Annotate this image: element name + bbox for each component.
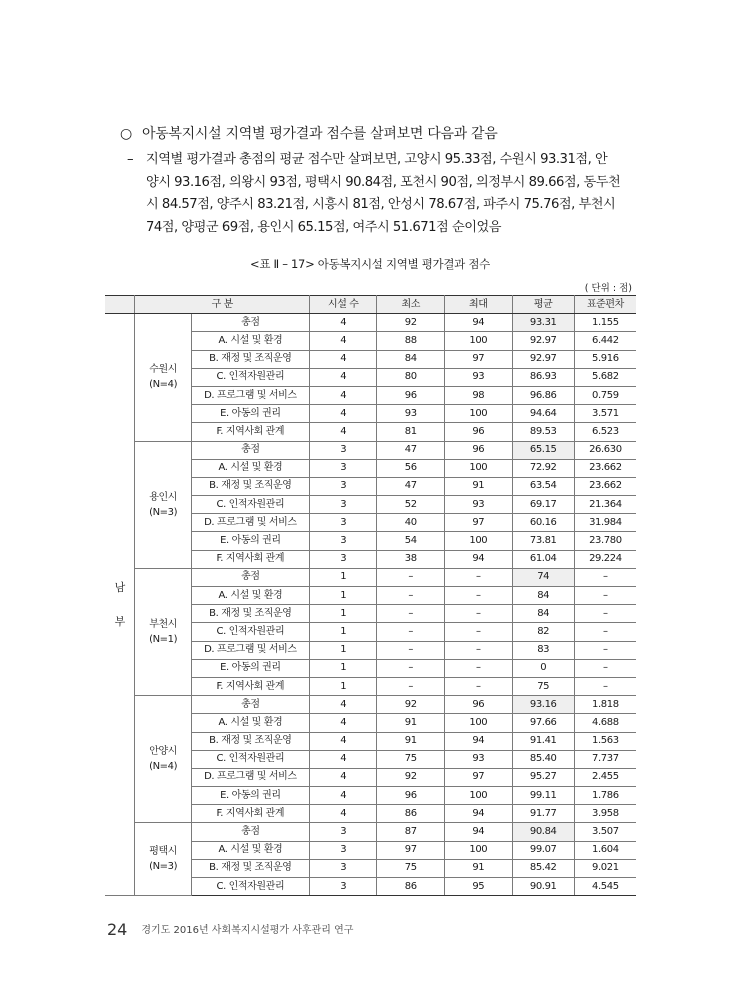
category-cell: D. 프로그램 및 서비스 xyxy=(191,641,309,659)
summary-line: 시 84.57점, 양주시 83.21점, 시흥시 81점, 안성시 78.67점, 파주시 75.76점, 부천시 xyxy=(146,197,616,212)
avg-cell: 92.97 xyxy=(512,332,574,350)
sd-cell: 1.563 xyxy=(574,732,636,750)
category-cell: B. 재정 및 조직운영 xyxy=(191,605,309,623)
facility-name: 용인시 xyxy=(149,491,177,503)
avg-cell: 65.15 xyxy=(512,441,574,459)
category-cell: 총점 xyxy=(191,696,309,714)
avg-cell: 84 xyxy=(512,587,574,605)
page-footer xyxy=(107,920,353,939)
max-cell: 96 xyxy=(444,423,512,441)
summary-line: 74점, 양평군 69점, 용인시 65.15점, 여주시 51.671점 순이었음 xyxy=(146,219,501,235)
min-cell: – xyxy=(377,659,445,677)
avg-cell: 95.27 xyxy=(512,768,574,786)
count-cell: 3 xyxy=(310,859,377,877)
count-cell: 4 xyxy=(310,332,377,350)
avg-cell: 90.84 xyxy=(512,823,574,841)
facility-cell xyxy=(135,823,191,896)
count-cell: 3 xyxy=(310,550,377,568)
min-cell: 86 xyxy=(377,878,445,896)
count-cell: 3 xyxy=(310,532,377,550)
category-cell: B. 재정 및 조직운영 xyxy=(191,859,309,877)
max-cell: 100 xyxy=(444,532,512,550)
avg-cell: 91.77 xyxy=(512,805,574,823)
category-cell: D. 프로그램 및 서비스 xyxy=(191,386,309,404)
sd-cell: 1.155 xyxy=(574,314,636,332)
min-cell: – xyxy=(377,677,445,695)
category-cell: C. 인적자원관리 xyxy=(191,878,309,896)
category-cell: D. 프로그램 및 서비스 xyxy=(191,514,309,532)
count-cell: 3 xyxy=(310,477,377,495)
sd-cell: 23.662 xyxy=(574,477,636,495)
facility-cell xyxy=(135,696,191,823)
category-cell: B. 재정 및 조직운영 xyxy=(191,477,309,495)
avg-cell: 85.42 xyxy=(512,859,574,877)
bullet-text: 아동복지시설 지역별 평가결과 점수를 살펴보면 다음과 같음 xyxy=(142,126,498,142)
header-category: 구 분 xyxy=(135,296,310,314)
dash-icon: – xyxy=(127,152,134,167)
category-cell: E. 아동의 권리 xyxy=(191,787,309,805)
count-cell: 3 xyxy=(310,459,377,477)
count-cell: 1 xyxy=(310,623,377,641)
table-unit: ( 단위 : 점) xyxy=(584,283,632,294)
count-cell: 1 xyxy=(310,641,377,659)
sd-cell: – xyxy=(574,587,636,605)
max-cell: 100 xyxy=(444,787,512,805)
header-avg: 평균 xyxy=(512,296,574,314)
sd-cell: 5.682 xyxy=(574,368,636,386)
min-cell: 56 xyxy=(377,459,445,477)
max-cell: – xyxy=(444,659,512,677)
sd-cell: 3.571 xyxy=(574,405,636,423)
min-cell: 91 xyxy=(377,732,445,750)
category-cell: 총점 xyxy=(191,568,309,586)
category-cell: B. 재정 및 조직운영 xyxy=(191,732,309,750)
max-cell: 98 xyxy=(444,386,512,404)
table-row xyxy=(105,823,636,841)
count-cell: 1 xyxy=(310,568,377,586)
category-cell: C. 인적자원관리 xyxy=(191,750,309,768)
max-cell: 95 xyxy=(444,878,512,896)
count-cell: 4 xyxy=(310,750,377,768)
avg-cell: 91.41 xyxy=(512,732,574,750)
category-cell: A. 시설 및 환경 xyxy=(191,841,309,859)
header-max: 최대 xyxy=(444,296,512,314)
sd-cell: 2.455 xyxy=(574,768,636,786)
min-cell: – xyxy=(377,568,445,586)
facility-count: (N=4) xyxy=(149,761,178,773)
count-cell: 4 xyxy=(310,386,377,404)
avg-cell: 92.97 xyxy=(512,350,574,368)
section-bullet xyxy=(120,123,498,143)
avg-cell: 69.17 xyxy=(512,496,574,514)
max-cell: – xyxy=(444,587,512,605)
category-cell: F. 지역사회 관계 xyxy=(191,805,309,823)
count-cell: 4 xyxy=(310,423,377,441)
count-cell: 3 xyxy=(310,823,377,841)
max-cell: 93 xyxy=(444,496,512,514)
category-cell: E. 아동의 권리 xyxy=(191,532,309,550)
sd-cell: 0.759 xyxy=(574,386,636,404)
sd-cell: 26.630 xyxy=(574,441,636,459)
count-cell: 3 xyxy=(310,441,377,459)
header-count: 시설 수 xyxy=(310,296,377,314)
sd-cell: 21.364 xyxy=(574,496,636,514)
max-cell: – xyxy=(444,623,512,641)
sd-cell: – xyxy=(574,641,636,659)
max-cell: 93 xyxy=(444,368,512,386)
category-cell: B. 재정 및 조직운영 xyxy=(191,350,309,368)
max-cell: – xyxy=(444,641,512,659)
max-cell: 100 xyxy=(444,332,512,350)
max-cell: 97 xyxy=(444,514,512,532)
table-row xyxy=(105,441,636,459)
category-cell: 총점 xyxy=(191,441,309,459)
sd-cell: 3.958 xyxy=(574,805,636,823)
facility-count: (N=4) xyxy=(149,379,178,391)
max-cell: 93 xyxy=(444,750,512,768)
avg-cell: 86.93 xyxy=(512,368,574,386)
page-number: 24 xyxy=(107,920,128,939)
facility-name: 안양시 xyxy=(149,746,177,758)
summary-paragraph xyxy=(127,149,637,239)
count-cell: 3 xyxy=(310,496,377,514)
count-cell: 3 xyxy=(310,841,377,859)
min-cell: 96 xyxy=(377,386,445,404)
count-cell: 1 xyxy=(310,587,377,605)
region-char: 남 xyxy=(114,580,125,594)
min-cell: 92 xyxy=(377,314,445,332)
category-cell: E. 아동의 권리 xyxy=(191,405,309,423)
avg-cell: 89.53 xyxy=(512,423,574,441)
category-cell: A. 시설 및 환경 xyxy=(191,332,309,350)
avg-cell: 96.86 xyxy=(512,386,574,404)
min-cell: 54 xyxy=(377,532,445,550)
avg-cell: 72.92 xyxy=(512,459,574,477)
avg-cell: 93.31 xyxy=(512,314,574,332)
sd-cell: 1.786 xyxy=(574,787,636,805)
sd-cell: 6.442 xyxy=(574,332,636,350)
max-cell: 100 xyxy=(444,841,512,859)
sd-cell: 7.737 xyxy=(574,750,636,768)
avg-cell: 74 xyxy=(512,568,574,586)
avg-cell: 83 xyxy=(512,641,574,659)
max-cell: 94 xyxy=(444,732,512,750)
facility-name: 부천시 xyxy=(149,618,177,630)
min-cell: – xyxy=(377,623,445,641)
count-cell: 4 xyxy=(310,696,377,714)
sd-cell: 3.507 xyxy=(574,823,636,841)
avg-cell: 60.16 xyxy=(512,514,574,532)
count-cell: 4 xyxy=(310,350,377,368)
min-cell: 87 xyxy=(377,823,445,841)
min-cell: 86 xyxy=(377,805,445,823)
facility-name: 평택시 xyxy=(149,846,177,858)
max-cell: 100 xyxy=(444,714,512,732)
sd-cell: 4.545 xyxy=(574,878,636,896)
min-cell: 47 xyxy=(377,441,445,459)
category-cell: F. 지역사회 관계 xyxy=(191,423,309,441)
sd-cell: 4.688 xyxy=(574,714,636,732)
max-cell: 94 xyxy=(444,550,512,568)
facility-count: (N=1) xyxy=(149,633,178,645)
category-cell: C. 인적자원관리 xyxy=(191,368,309,386)
max-cell: 97 xyxy=(444,768,512,786)
min-cell: 96 xyxy=(377,787,445,805)
sd-cell: – xyxy=(574,568,636,586)
max-cell: 96 xyxy=(444,696,512,714)
category-cell: 총점 xyxy=(191,823,309,841)
sd-cell: 5.916 xyxy=(574,350,636,368)
min-cell: 75 xyxy=(377,750,445,768)
header-region xyxy=(105,296,135,314)
max-cell: 97 xyxy=(444,350,512,368)
count-cell: 3 xyxy=(310,514,377,532)
avg-cell: 82 xyxy=(512,623,574,641)
category-cell: C. 인적자원관리 xyxy=(191,623,309,641)
max-cell: – xyxy=(444,605,512,623)
count-cell: 4 xyxy=(310,805,377,823)
max-cell: – xyxy=(444,568,512,586)
max-cell: 100 xyxy=(444,459,512,477)
count-cell: 4 xyxy=(310,768,377,786)
avg-cell: 99.11 xyxy=(512,787,574,805)
avg-cell: 94.64 xyxy=(512,405,574,423)
max-cell: 91 xyxy=(444,477,512,495)
max-cell: 96 xyxy=(444,441,512,459)
header-sd: 표준편차 xyxy=(574,296,636,314)
sd-cell: – xyxy=(574,623,636,641)
sd-cell: 1.604 xyxy=(574,841,636,859)
count-cell: 4 xyxy=(310,732,377,750)
count-cell: 4 xyxy=(310,714,377,732)
min-cell: 92 xyxy=(377,768,445,786)
avg-cell: 84 xyxy=(512,605,574,623)
min-cell: – xyxy=(377,587,445,605)
header-min: 최소 xyxy=(377,296,445,314)
category-cell: D. 프로그램 및 서비스 xyxy=(191,768,309,786)
avg-cell: 63.54 xyxy=(512,477,574,495)
max-cell: 100 xyxy=(444,405,512,423)
sd-cell: 1.818 xyxy=(574,696,636,714)
table-row xyxy=(105,696,636,714)
sd-cell: 31.984 xyxy=(574,514,636,532)
min-cell: 38 xyxy=(377,550,445,568)
count-cell: 4 xyxy=(310,787,377,805)
sd-cell: 23.662 xyxy=(574,459,636,477)
max-cell: 94 xyxy=(444,823,512,841)
min-cell: 88 xyxy=(377,332,445,350)
sd-cell: 29.224 xyxy=(574,550,636,568)
max-cell: 94 xyxy=(444,805,512,823)
facility-count: (N=3) xyxy=(149,506,178,518)
min-cell: 91 xyxy=(377,714,445,732)
avg-cell: 97.66 xyxy=(512,714,574,732)
region-cell xyxy=(105,314,135,896)
facility-count: (N=3) xyxy=(149,861,178,873)
count-cell: 1 xyxy=(310,677,377,695)
category-cell: A. 시설 및 환경 xyxy=(191,459,309,477)
summary-line: 양시 93.16점, 의왕시 93점, 평택시 90.84점, 포천시 90점, 의정부시 89.66점, 동두천 xyxy=(146,174,621,190)
min-cell: 92 xyxy=(377,696,445,714)
category-cell: A. 시설 및 환경 xyxy=(191,587,309,605)
count-cell: 4 xyxy=(310,368,377,386)
region-char: 부 xyxy=(114,614,125,628)
summary-line: – 지역별 평가결과 총점의 평균 점수만 살펴보면, 고양시 95.33점, 수원시 93.31점, 안 xyxy=(127,149,637,172)
count-cell: 4 xyxy=(310,314,377,332)
min-cell: 97 xyxy=(377,841,445,859)
sd-cell: – xyxy=(574,659,636,677)
min-cell: 93 xyxy=(377,405,445,423)
min-cell: 52 xyxy=(377,496,445,514)
sd-cell: – xyxy=(574,677,636,695)
category-cell: C. 인적자원관리 xyxy=(191,496,309,514)
category-cell: F. 지역사회 관계 xyxy=(191,677,309,695)
table-row xyxy=(105,568,636,586)
table-caption: <표 Ⅱ – 17> 아동복지시설 지역별 평가결과 점수 xyxy=(250,257,490,271)
facility-cell xyxy=(135,441,191,568)
category-cell: A. 시설 및 환경 xyxy=(191,714,309,732)
min-cell: – xyxy=(377,605,445,623)
avg-cell: 0 xyxy=(512,659,574,677)
avg-cell: 61.04 xyxy=(512,550,574,568)
avg-cell: 90.91 xyxy=(512,878,574,896)
min-cell: 80 xyxy=(377,368,445,386)
sd-cell: – xyxy=(574,605,636,623)
max-cell: 94 xyxy=(444,314,512,332)
table-header-row xyxy=(105,296,636,314)
count-cell: 3 xyxy=(310,878,377,896)
max-cell: – xyxy=(444,677,512,695)
min-cell: 84 xyxy=(377,350,445,368)
sd-cell: 9.021 xyxy=(574,859,636,877)
avg-cell: 85.40 xyxy=(512,750,574,768)
facility-cell xyxy=(135,314,191,441)
min-cell: 47 xyxy=(377,477,445,495)
facility-cell xyxy=(135,568,191,695)
min-cell: 81 xyxy=(377,423,445,441)
avg-cell: 73.81 xyxy=(512,532,574,550)
category-cell: F. 지역사회 관계 xyxy=(191,550,309,568)
sd-cell: 6.523 xyxy=(574,423,636,441)
max-cell: 91 xyxy=(444,859,512,877)
count-cell: 4 xyxy=(310,405,377,423)
count-cell: 1 xyxy=(310,605,377,623)
sd-cell: 23.780 xyxy=(574,532,636,550)
table-row xyxy=(105,314,636,332)
avg-cell: 99.07 xyxy=(512,841,574,859)
min-cell: – xyxy=(377,641,445,659)
facility-name: 수원시 xyxy=(149,364,177,376)
circle-bullet-icon: ○ xyxy=(120,126,132,142)
avg-cell: 75 xyxy=(512,677,574,695)
count-cell: 1 xyxy=(310,659,377,677)
category-cell: 총점 xyxy=(191,314,309,332)
min-cell: 75 xyxy=(377,859,445,877)
min-cell: 40 xyxy=(377,514,445,532)
evaluation-table xyxy=(105,295,636,896)
category-cell: E. 아동의 권리 xyxy=(191,659,309,677)
avg-cell: 93.16 xyxy=(512,696,574,714)
footer-title: 경기도 2016년 사회복지시설평가 사후관리 연구 xyxy=(141,925,354,936)
